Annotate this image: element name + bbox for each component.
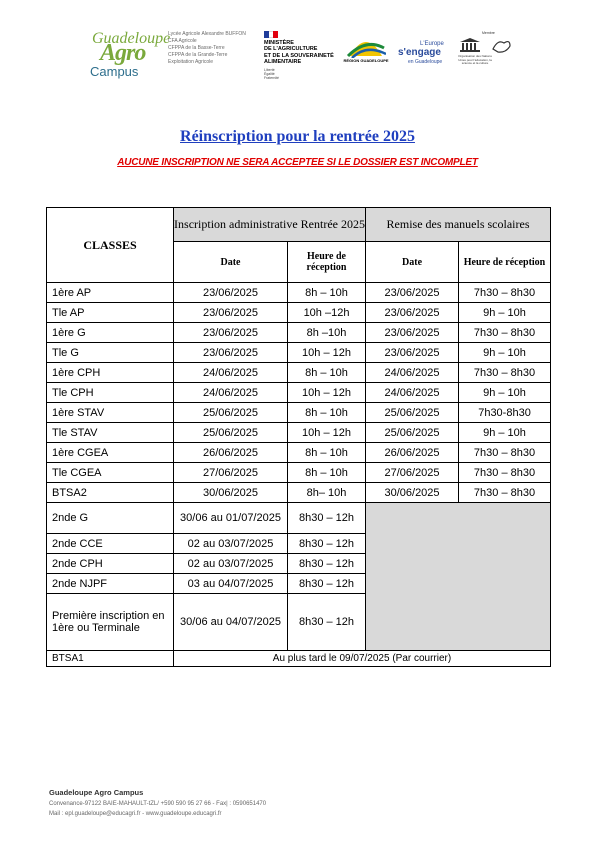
logo-text-campus: Campus: [90, 64, 139, 79]
cell-date-inscription: 30/06 au 04/07/2025: [174, 594, 288, 651]
cell-heure-inscription: 8h – 10h: [288, 403, 366, 423]
cell-heure-inscription: 10h – 12h: [288, 343, 366, 363]
cell-classe: 1ère CGEA: [47, 443, 174, 463]
region-label: RÉGION GUADELOUPE: [343, 58, 389, 63]
cell-date-inscription: 23/06/2025: [174, 343, 288, 363]
ministry-line: DE L'AGRICULTURE: [264, 46, 318, 53]
cell-heure-inscription: 8h30 – 12h: [288, 554, 366, 574]
table-row: [47, 283, 551, 303]
table-row: [47, 443, 551, 463]
unesco-temple-icon: [460, 38, 480, 52]
cell-date-manuels: 27/06/2025: [366, 463, 459, 483]
cell-classe: 2nde G: [47, 503, 174, 534]
cell-heure-manuels: 9h – 10h: [459, 343, 551, 363]
table-row: [47, 323, 551, 343]
cell-heure-manuels: 9h – 10h: [459, 423, 551, 443]
cell-btsa1-note: Au plus tard le 09/07/2025 (Par courrier): [174, 651, 551, 667]
header-heure-inscription: Heure de réception: [288, 242, 366, 283]
header-classes: CLASSES: [47, 208, 174, 283]
cell-date-inscription: 23/06/2025: [174, 323, 288, 343]
table-row: [47, 503, 551, 534]
cell-heure-manuels: 7h30 – 8h30: [459, 463, 551, 483]
cell-heure-inscription: 10h –12h: [288, 303, 366, 323]
cell-date-inscription: 27/06/2025: [174, 463, 288, 483]
cell-date-manuels: 23/06/2025: [366, 323, 459, 343]
cell-date-inscription: 30/06 au 01/07/2025: [174, 503, 288, 534]
motto-line: Égalité: [264, 71, 275, 76]
cell-classe: 2nde CPH: [47, 554, 174, 574]
cell-heure-inscription: 8h30 – 12h: [288, 534, 366, 554]
cell-date-manuels: 30/06/2025: [366, 483, 459, 503]
region-guadeloupe-logo: [342, 32, 390, 66]
cell-classe: 1ère CPH: [47, 363, 174, 383]
motto-line: Fraternité: [264, 75, 279, 80]
cell-classe: Tle CPH: [47, 383, 174, 403]
cell-classe: 2nde NJPF: [47, 574, 174, 594]
cell-heure-manuels: 7h30 – 8h30: [459, 443, 551, 463]
cell-date-inscription: 24/06/2025: [174, 363, 288, 383]
cell-classe: 1ère G: [47, 323, 174, 343]
campus-line: Exploitation Agricole: [168, 59, 214, 65]
cell-date-inscription: 23/06/2025: [174, 303, 288, 323]
campus-line: Lycée Agricole Alexandre BUFFON: [168, 31, 246, 37]
cell-date-manuels: 25/06/2025: [366, 423, 459, 443]
footer-organisation-name: Guadeloupe Agro Campus: [49, 788, 144, 797]
table-row: [47, 403, 551, 423]
table-row: [47, 343, 551, 363]
cell-date-inscription: 02 au 03/07/2025: [174, 534, 288, 554]
header-remise-manuels: Remise des manuels scolaires: [366, 208, 551, 242]
cell-classe: Première inscription en 1ère ou Terminale: [47, 594, 174, 651]
table-row: [47, 651, 551, 667]
cell-date-inscription: 25/06/2025: [174, 423, 288, 443]
incomplete-file-warning: AUCUNE INSCRIPTION NE SERA ACCEPTEE SI LE DOSSIER EST INCOMPLET: [117, 157, 478, 168]
unesco-description: Organisation des Nations Unies pour l'éducation, la science et la culture: [458, 54, 492, 66]
cell-heure-inscription: 8h – 10h: [288, 463, 366, 483]
cell-classe: Tle CGEA: [47, 463, 174, 483]
cell-heure-manuels: 9h – 10h: [459, 383, 551, 403]
europe-text-top: L'Europe: [420, 41, 444, 47]
cell-date-inscription: 26/06/2025: [174, 443, 288, 463]
table-row: [47, 303, 551, 323]
cell-heure-inscription: 8h – 10h: [288, 443, 366, 463]
cell-heure-manuels: 7h30 – 8h30: [459, 483, 551, 503]
cell-heure-inscription: 8h –10h: [288, 323, 366, 343]
network-bird-icon: [490, 37, 512, 55]
cell-heure-inscription: 8h30 – 12h: [288, 503, 366, 534]
cell-heure-manuels: 9h – 10h: [459, 303, 551, 323]
table-row: [47, 463, 551, 483]
table-row: [47, 423, 551, 443]
cell-heure-inscription: 8h30 – 12h: [288, 594, 366, 651]
cell-date-manuels: 24/06/2025: [366, 383, 459, 403]
cell-heure-inscription: 10h – 12h: [288, 383, 366, 403]
cell-heure-manuels: 7h30 – 8h30: [459, 323, 551, 343]
table-row: [47, 483, 551, 503]
cell-classe: 2nde CCE: [47, 534, 174, 554]
campus-line: CFPPA de la Basse-Terre: [168, 45, 225, 51]
region-sun-icon: [346, 34, 386, 58]
cell-date-inscription: 03 au 04/07/2025: [174, 574, 288, 594]
logo-text-agro: Agro: [100, 40, 146, 66]
cell-date-manuels: 25/06/2025: [366, 403, 459, 423]
cell-heure-inscription: 8h – 10h: [288, 363, 366, 383]
cell-heure-manuels: 7h30-8h30: [459, 403, 551, 423]
french-flag-icon: [264, 31, 278, 38]
cell-classe: Tle AP: [47, 303, 174, 323]
footer: [49, 788, 266, 821]
cell-heure-inscription: 8h30 – 12h: [288, 574, 366, 594]
cell-classe: 1ère STAV: [47, 403, 174, 423]
cell-classe: Tle STAV: [47, 423, 174, 443]
header-heure-manuels: Heure de réception: [459, 242, 551, 283]
cell-classe: BTSA1: [47, 651, 174, 667]
ministry-name: [264, 40, 344, 66]
cell-date-inscription: 25/06/2025: [174, 403, 288, 423]
ministry-line: MINISTÈRE: [264, 40, 294, 46]
cell-date-manuels: 23/06/2025: [366, 283, 459, 303]
cell-heure-inscription: 8h – 10h: [288, 283, 366, 303]
header-date-inscription: Date: [174, 242, 288, 283]
unesco-member-label: Membre: [482, 31, 495, 35]
cell-heure-manuels: 7h30 – 8h30: [459, 283, 551, 303]
ministry-agriculture-logo: [264, 31, 344, 80]
cell-date-inscription: 30/06/2025: [174, 483, 288, 503]
europe-engage-logo: [398, 42, 446, 66]
cell-classe: 1ère AP: [47, 283, 174, 303]
header-date-manuels: Date: [366, 242, 459, 283]
guadeloupe-agro-campus-logo: [86, 30, 171, 79]
cell-heure-manuels: 7h30 – 8h30: [459, 363, 551, 383]
cell-date-manuels: 26/06/2025: [366, 443, 459, 463]
cell-date-inscription: 23/06/2025: [174, 283, 288, 303]
cell-heure-inscription: 10h – 12h: [288, 423, 366, 443]
schedule-table: [46, 207, 551, 667]
manuals-not-applicable-cell: [366, 503, 551, 651]
cell-classe: BTSA2: [47, 483, 174, 503]
cell-classe: Tle G: [47, 343, 174, 363]
footer-contact: Mail : epl.guadeloupe@educagri.fr - www.guadeloupe.educagri.fr: [49, 811, 222, 817]
cell-date-manuels: 24/06/2025: [366, 363, 459, 383]
campus-establishments-list: [168, 31, 258, 66]
cell-date-manuels: 23/06/2025: [366, 343, 459, 363]
europe-text-mid: s'engage: [398, 47, 441, 58]
table-row: [47, 363, 551, 383]
table-row: [47, 383, 551, 403]
ministry-line: ET DE LA SOUVERAINETÉ: [264, 52, 334, 59]
cell-heure-inscription: 8h– 10h: [288, 483, 366, 503]
header-inscription-admin: Inscription administrative Rentrée 2025: [174, 208, 366, 242]
cell-date-inscription: 02 au 03/07/2025: [174, 554, 288, 574]
page-title: Réinscription pour la rentrée 2025: [180, 128, 415, 145]
logo-text-guadeloupe: Guadeloupe: [92, 30, 171, 47]
republic-motto: [264, 68, 344, 80]
ministry-line: ALIMENTAIRE: [264, 59, 302, 66]
unesco-logo: [458, 31, 522, 77]
europe-text-bottom: en Guadeloupe: [408, 59, 443, 65]
campus-line: CFPPA de la Grande-Terre: [168, 52, 228, 58]
campus-line: CFA Agricole: [168, 38, 197, 44]
cell-date-manuels: 23/06/2025: [366, 303, 459, 323]
cell-date-inscription: 24/06/2025: [174, 383, 288, 403]
motto-line: Liberté: [264, 67, 275, 72]
footer-address: Convenance-97122 BAIE-MAHAULT-tZL/ +590 590 95 27 66 - Fax| : 0590651470: [49, 801, 267, 807]
